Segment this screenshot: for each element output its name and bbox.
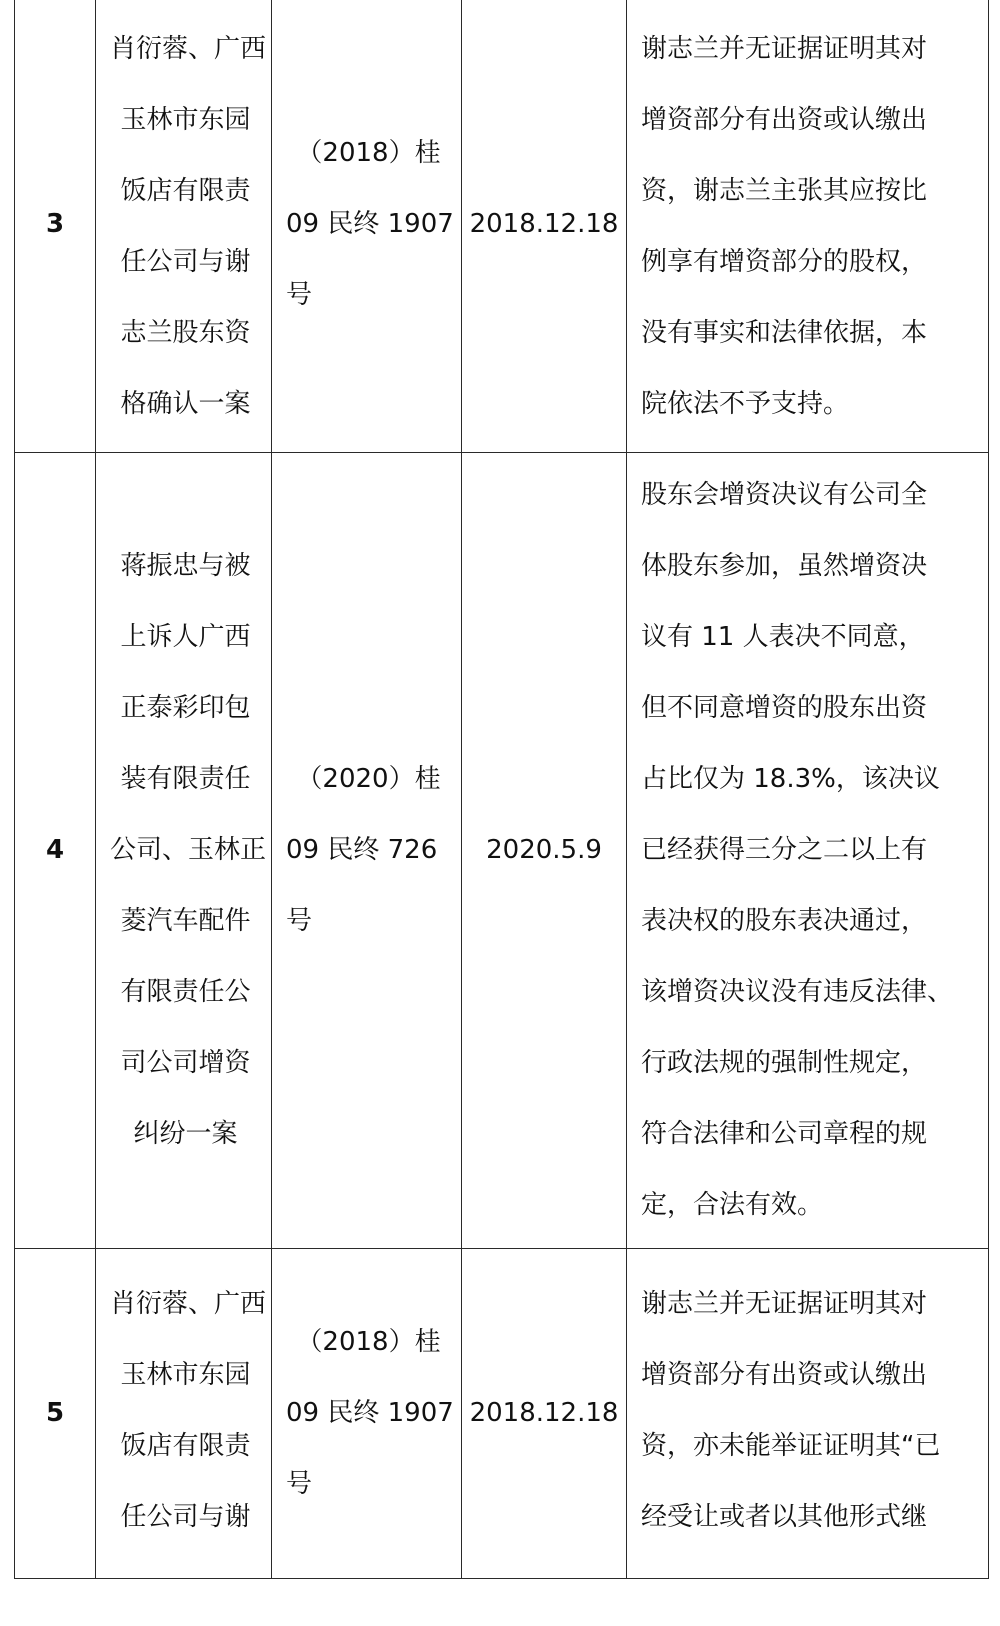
case-number-cell [272,1249,462,1579]
judgment-summary-cell [627,1249,989,1579]
case-number-cell [272,453,462,1249]
case-name-line: 上诉人广西 [120,622,251,652]
summary-line: 已经获得三分之二以上有 [641,835,928,865]
summary-line: 表决权的股东表决通过， [641,906,928,936]
summary-line: 谢志兰并无证据证明其对 [641,1289,928,1319]
case-name-line: 菱汽车配件 [120,906,251,936]
summary-line: 行政法规的强制性规定， [641,1048,928,1078]
case-name-cell [96,453,272,1249]
case-name-line: 玉林市东园 [120,104,251,135]
table-row [15,0,989,453]
case-name-line: 蒋振忠与被 [120,551,251,581]
case-name-line: 肖衍蓉、广西 [110,1289,267,1319]
summary-line: 资，亦未能举证证明其“已 [641,1431,941,1461]
case-number-line: 号 [286,280,313,310]
summary-line: 例享有增资部分的股权， [641,246,928,277]
case-name-line: 司公司增资 [120,1048,251,1078]
case-name-line: 公司、玉林正 [110,835,267,865]
table-row [15,1249,989,1579]
case-number-line: 09 民终 726 [286,835,438,865]
judgment-date: 2020.5.9 [462,453,627,1249]
case-name-line: 玉林市东园 [120,1360,251,1390]
case-name-line: 任公司与谢 [120,246,251,277]
case-number-line: （2020）桂 [296,764,441,794]
case-number-cell [272,0,462,453]
row-number: 3 [15,0,96,453]
summary-line: 增资部分有出资或认缴出 [641,1360,928,1390]
summary-line: 谢志兰并无证据证明其对 [641,33,928,64]
table-row [15,453,989,1249]
summary-line: 符合法律和公司章程的规 [641,1119,928,1149]
judgment-summary-cell [627,0,989,453]
summary-line: 没有事实和法律依据，本 [641,317,928,348]
case-name-line: 格确认一案 [120,388,251,419]
judgment-summary-cell [627,453,989,1249]
case-number-line: 号 [286,1469,313,1499]
summary-line: 增资部分有出资或认缴出 [641,104,928,135]
case-name-line: 志兰股东资 [120,317,251,348]
case-number-line: （2018）桂 [296,1327,441,1357]
case-number-line: 号 [286,906,313,936]
case-name-cell [96,1249,272,1579]
row-number: 4 [15,453,96,1249]
case-table [14,0,989,1579]
summary-line: 议有 11 人表决不同意， [641,622,925,652]
case-name-line: 正泰彩印包 [120,693,251,723]
row-number: 5 [15,1249,96,1579]
judgment-date: 2018.12.18 [462,0,627,453]
case-name-line: 饭店有限责 [120,175,251,206]
summary-line: 院依法不予支持。 [641,388,850,419]
summary-line: 经受让或者以其他形式继 [641,1502,928,1532]
case-name-line: 肖衍蓉、广西 [110,33,267,64]
summary-line: 体股东参加，虽然增资决 [641,551,928,581]
case-name-line: 有限责任公 [120,977,251,1007]
case-number-line: 09 民终 1907 [286,1398,454,1428]
case-name-line: 纠纷一案 [133,1119,238,1149]
summary-line: 但不同意增资的股东出资 [641,693,928,723]
case-name-line: 饭店有限责 [120,1431,251,1461]
summary-line: 股东会增资决议有公司全 [641,480,928,510]
case-name-cell [96,0,272,453]
summary-line: 占比仅为 18.3%，该决议 [641,764,940,794]
case-name-line: 装有限责任 [120,764,251,794]
summary-line: 资，谢志兰主张其应按比 [641,175,928,206]
case-name-line: 任公司与谢 [120,1502,251,1532]
judgment-date: 2018.12.18 [462,1249,627,1579]
summary-line: 定，合法有效。 [641,1190,824,1220]
case-number-line: （2018）桂 [296,138,441,168]
summary-line: 该增资决议没有违反法律、 [641,977,954,1007]
case-number-line: 09 民终 1907 [286,209,454,239]
